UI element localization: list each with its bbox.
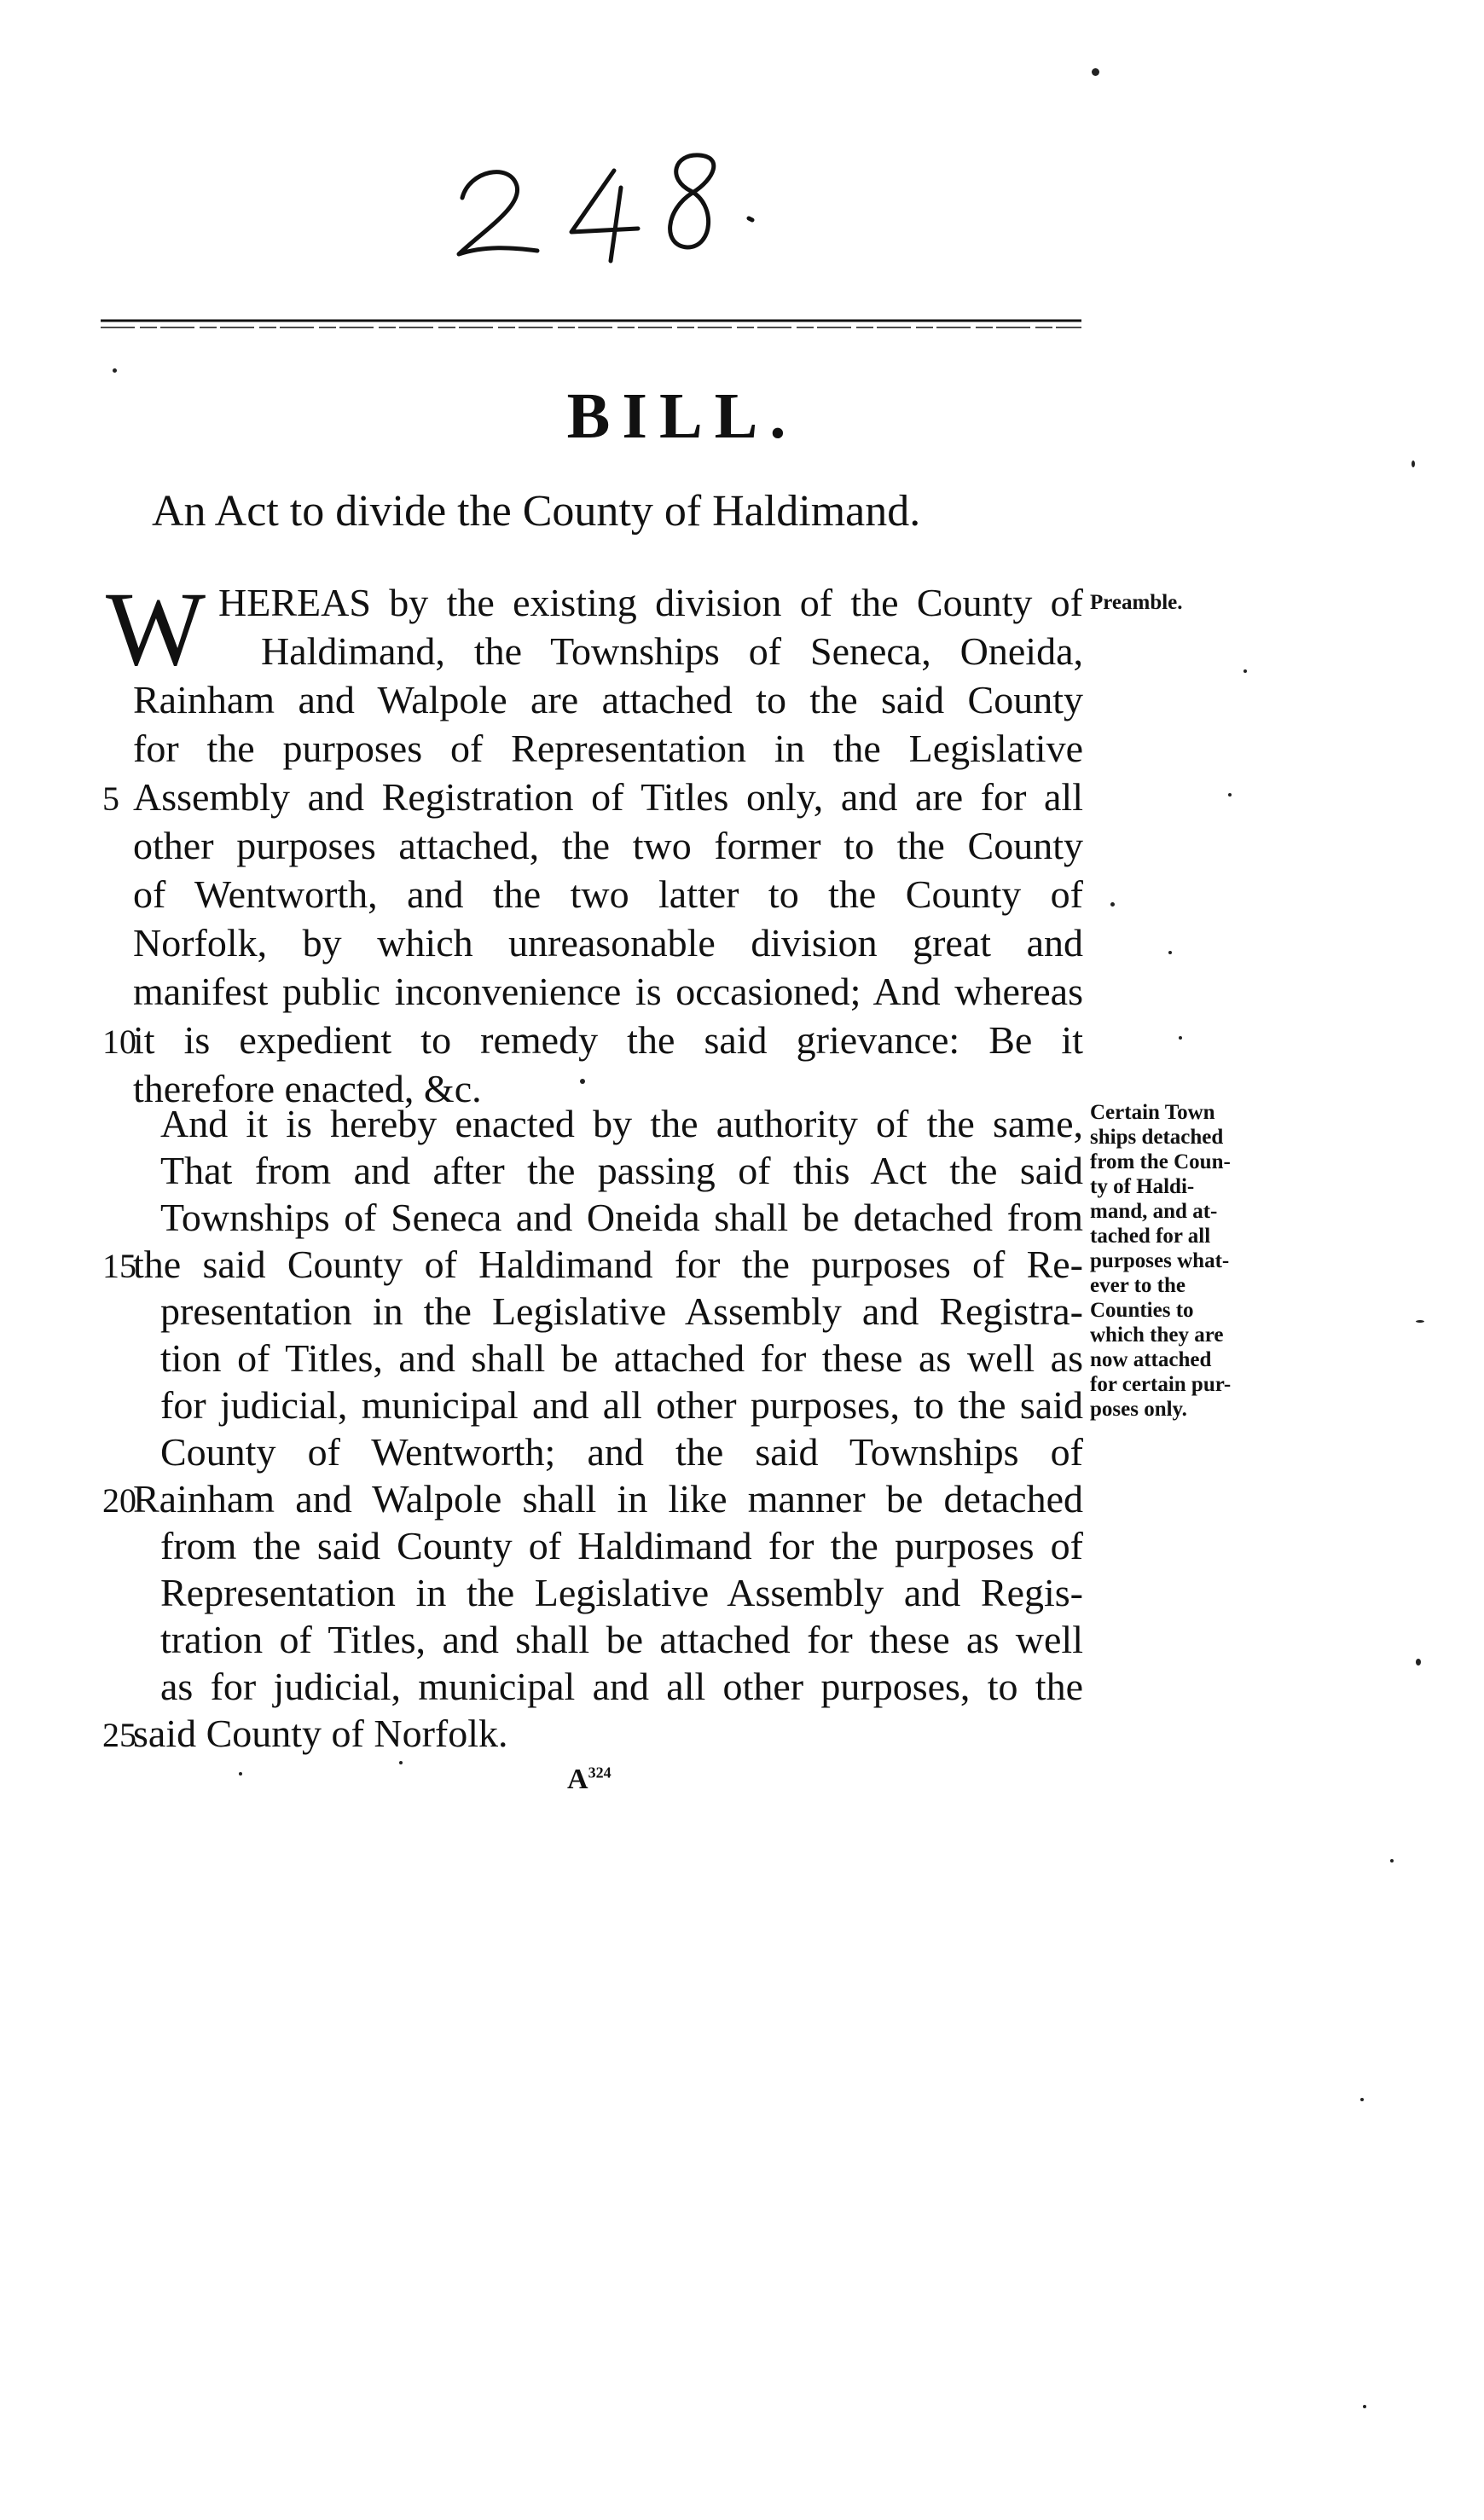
enactment-paragraph [102,1100,1083,1757]
scan-speck [1360,2098,1364,2101]
scan-speck [1110,902,1115,907]
scan-speck [1179,1036,1182,1040]
text-line: as for judicial, municipal and all other purposes, to the [160,1665,1083,1708]
text-line: 20 Rainham and Walpole shall in like manner be detached [102,1477,1083,1521]
scan-speck [1243,669,1247,673]
scan-speck [1390,1859,1394,1862]
text-line: tration of Titles, and shall be attached for these as well [160,1618,1083,1661]
printer-signature: $A^{324}$ [567,1764,612,1795]
text-line: County of Wentworth; and the said Townships of [160,1430,1083,1474]
scan-speck [113,368,117,373]
drop-cap: W [106,571,206,687]
scan-speck [1228,793,1232,797]
text-line: 25 said County of Norfolk. [102,1712,508,1755]
margin-note-enactment: Certain Town ships detached from the Coun- ty of Haldi- mand, and at- tached for all purposes what- ever to the Counties to which they are now attached for certain pur- poses only. [1090,1101,1232,1421]
scan-speck [239,1772,242,1776]
text-line: And it is hereby enacted by the authority of the same, [160,1102,1083,1145]
act-title: An Act to divide the County of Haldimand. [152,487,921,536]
text-line: of Wentworth, and the two latter to the County of [133,872,1083,916]
scan-speck [1092,68,1099,76]
text-line: tion of Titles, and shall be attached for these as well as [160,1336,1083,1380]
scan-speck [580,1079,585,1084]
preamble-paragraph [102,571,1083,1113]
text-line: 10 it is expedient to remedy the said grievance: Be it [102,1018,1083,1062]
margin-note-preamble: Preamble. [1090,591,1183,614]
handwritten-page-number [443,136,768,264]
text-line: 15 the said County of Haldimand for the purposes of Re- [102,1243,1083,1286]
text-line: HEREAS by the existing division of the County of [218,581,1083,624]
scan-speck [1416,1659,1421,1666]
text-line: presentation in the Legislative Assembly and Registra- [160,1289,1083,1333]
scan-speck [1412,461,1415,467]
scan-speck [1363,2405,1366,2408]
text-line: for judicial, municipal and all other purposes, to the said [160,1383,1083,1427]
text-line: other purposes attached, the two former to the County [133,824,1083,867]
text-line: from the said County of Haldimand for the purposes of [160,1524,1083,1567]
text-line: Haldimand, the Townships of Seneca, Oneida, [261,629,1083,673]
text-line: therefore enacted, &c. [133,1067,482,1110]
text-line: for the purposes of Representation in the Legislative [133,727,1083,770]
text-line: Townships of Seneca and Oneida shall be detached from [160,1196,1083,1239]
scan-speck [1416,1320,1424,1323]
scan-speck [1168,951,1172,954]
scan-speck [399,1761,403,1764]
text-line: Norfolk, by which unreasonable division great and [133,921,1083,965]
text-line: manifest public inconvenience is occasioned; And whereas [133,970,1083,1013]
text-line: Rainham and Walpole are attached to the said County [133,678,1083,721]
text-line: That from and after the passing of this Act the said [160,1149,1083,1192]
text-line: Representation in the Legislative Assembly and Regis- [160,1571,1083,1614]
text-line: 5 Assembly and Registration of Titles only, and are for all [102,775,1083,819]
header-rule [101,317,1081,333]
document-title: BILL. [566,380,798,452]
